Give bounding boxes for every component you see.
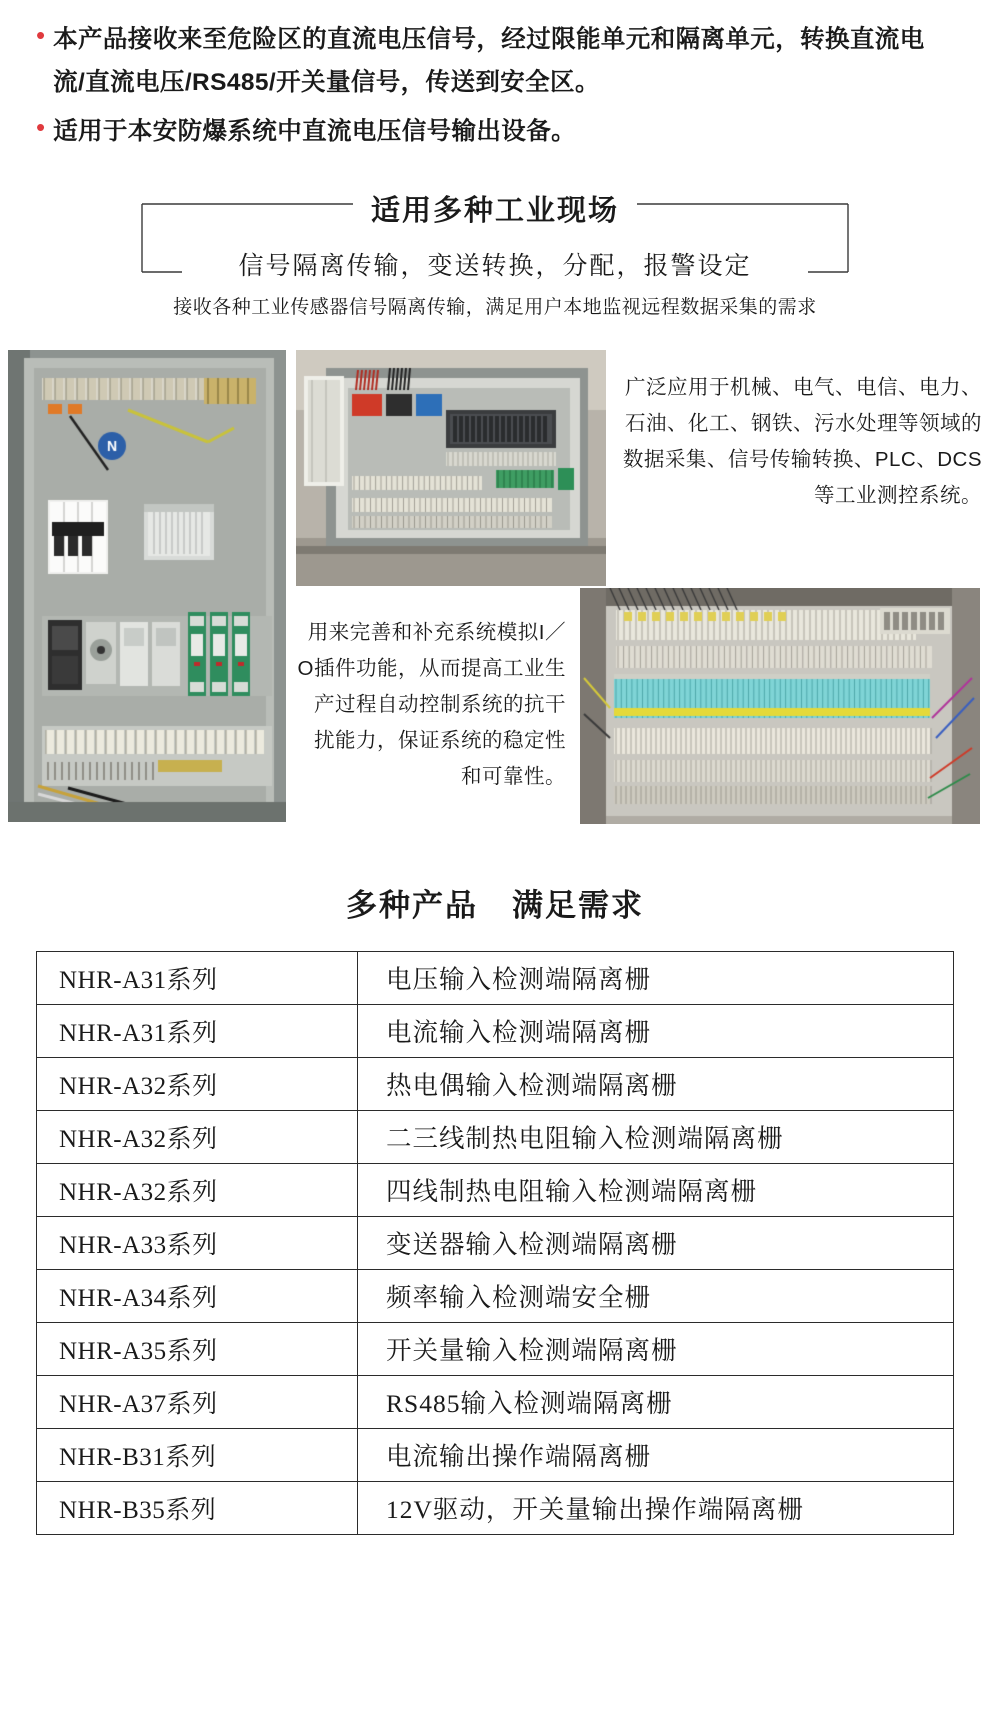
products-title-left: 多种产品 [346,888,478,923]
product-model: NHR-B31系列 [37,1429,358,1482]
table-row [37,1058,954,1111]
product-name: 频率输入检测端安全栅 [358,1270,954,1323]
table-row [37,952,954,1005]
product-name: RS485输入检测端隔离栅 [358,1376,954,1429]
product-name: 电流输出操作端隔离栅 [358,1429,954,1482]
product-model: NHR-A35系列 [37,1323,358,1376]
table-row [37,1376,954,1429]
list-item [36,110,956,153]
control-cabinet-photo [8,350,286,822]
scenes-subtitle-text: 信号隔离传输，变送转换，分配，报警设定 [224,253,765,280]
product-name: 电压输入检测端隔离栅 [358,952,954,1005]
product-model: NHR-A31系列 [37,1005,358,1058]
junction-box-photo [296,350,606,586]
intro-bullet-text: 本产品接收来至危险区的直流电压信号，经过限能单元和隔离单元，转换直流电流/直流电压/RS485/开关量信号，传送到安全区。 [53,26,925,96]
scenes-subtitle [0,246,990,282]
product-name: 开关量输入检测端隔离栅 [358,1323,954,1376]
product-model: NHR-A32系列 [37,1058,358,1111]
product-model: NHR-B35系列 [37,1482,358,1535]
table-row [37,1270,954,1323]
table-row [37,1111,954,1164]
product-model: NHR-A32系列 [37,1164,358,1217]
product-model: NHR-A37系列 [37,1376,358,1429]
product-name: 四线制热电阻输入检测端隔离栅 [358,1164,954,1217]
terminal-rail-photo [580,588,980,824]
product-name: 电流输入检测端隔离栅 [358,1005,954,1058]
table-row [37,1429,954,1482]
scenes-title: 适用多种工业现场 [353,188,637,229]
product-model: NHR-A33系列 [37,1217,358,1270]
table-row [37,1217,954,1270]
table-row [37,1482,954,1535]
product-name: 12V驱动，开关量输出操作端隔离栅 [358,1482,954,1535]
table-row [37,1005,954,1058]
scenes-header [0,188,990,318]
products-title-right: 满足需求 [512,888,644,923]
product-name: 二三线制热电阻输入检测端隔离栅 [358,1111,954,1164]
product-model: NHR-A31系列 [37,952,358,1005]
bullet-dot-icon: • [36,20,46,50]
intro-bullet-list [36,18,956,159]
bullet-dot-icon: • [36,112,46,142]
scenes-paragraph-right: 广泛应用于机械、电气、电信、电力、石油、化工、钢铁、污水处理等领域的数据采集、信号传输转换、PLC、DCS等工业测控系统。 [622,376,982,507]
scenes-paragraph-mid: 用来完善和补充系统模拟I／O插件功能，从而提高工业生产过程自动控制系统的抗干扰能力，保证系统的稳定性和可靠性。 [297,621,566,788]
table-row [37,1164,954,1217]
table-row [37,1323,954,1376]
page-title [0,880,990,925]
product-model: NHR-A32系列 [37,1111,358,1164]
product-name: 变送器输入检测端隔离栅 [358,1217,954,1270]
product-model: NHR-A34系列 [37,1270,358,1323]
product-name: 热电偶输入检测端隔离栅 [358,1058,954,1111]
product-table [36,951,954,1535]
intro-bullet-text: 适用于本安防爆系统中直流电压信号输出设备。 [53,118,577,145]
scenes-description: 接收各种工业传感器信号隔离传输，满足用户本地监视远程数据采集的需求 [173,297,817,318]
list-item [36,18,956,104]
